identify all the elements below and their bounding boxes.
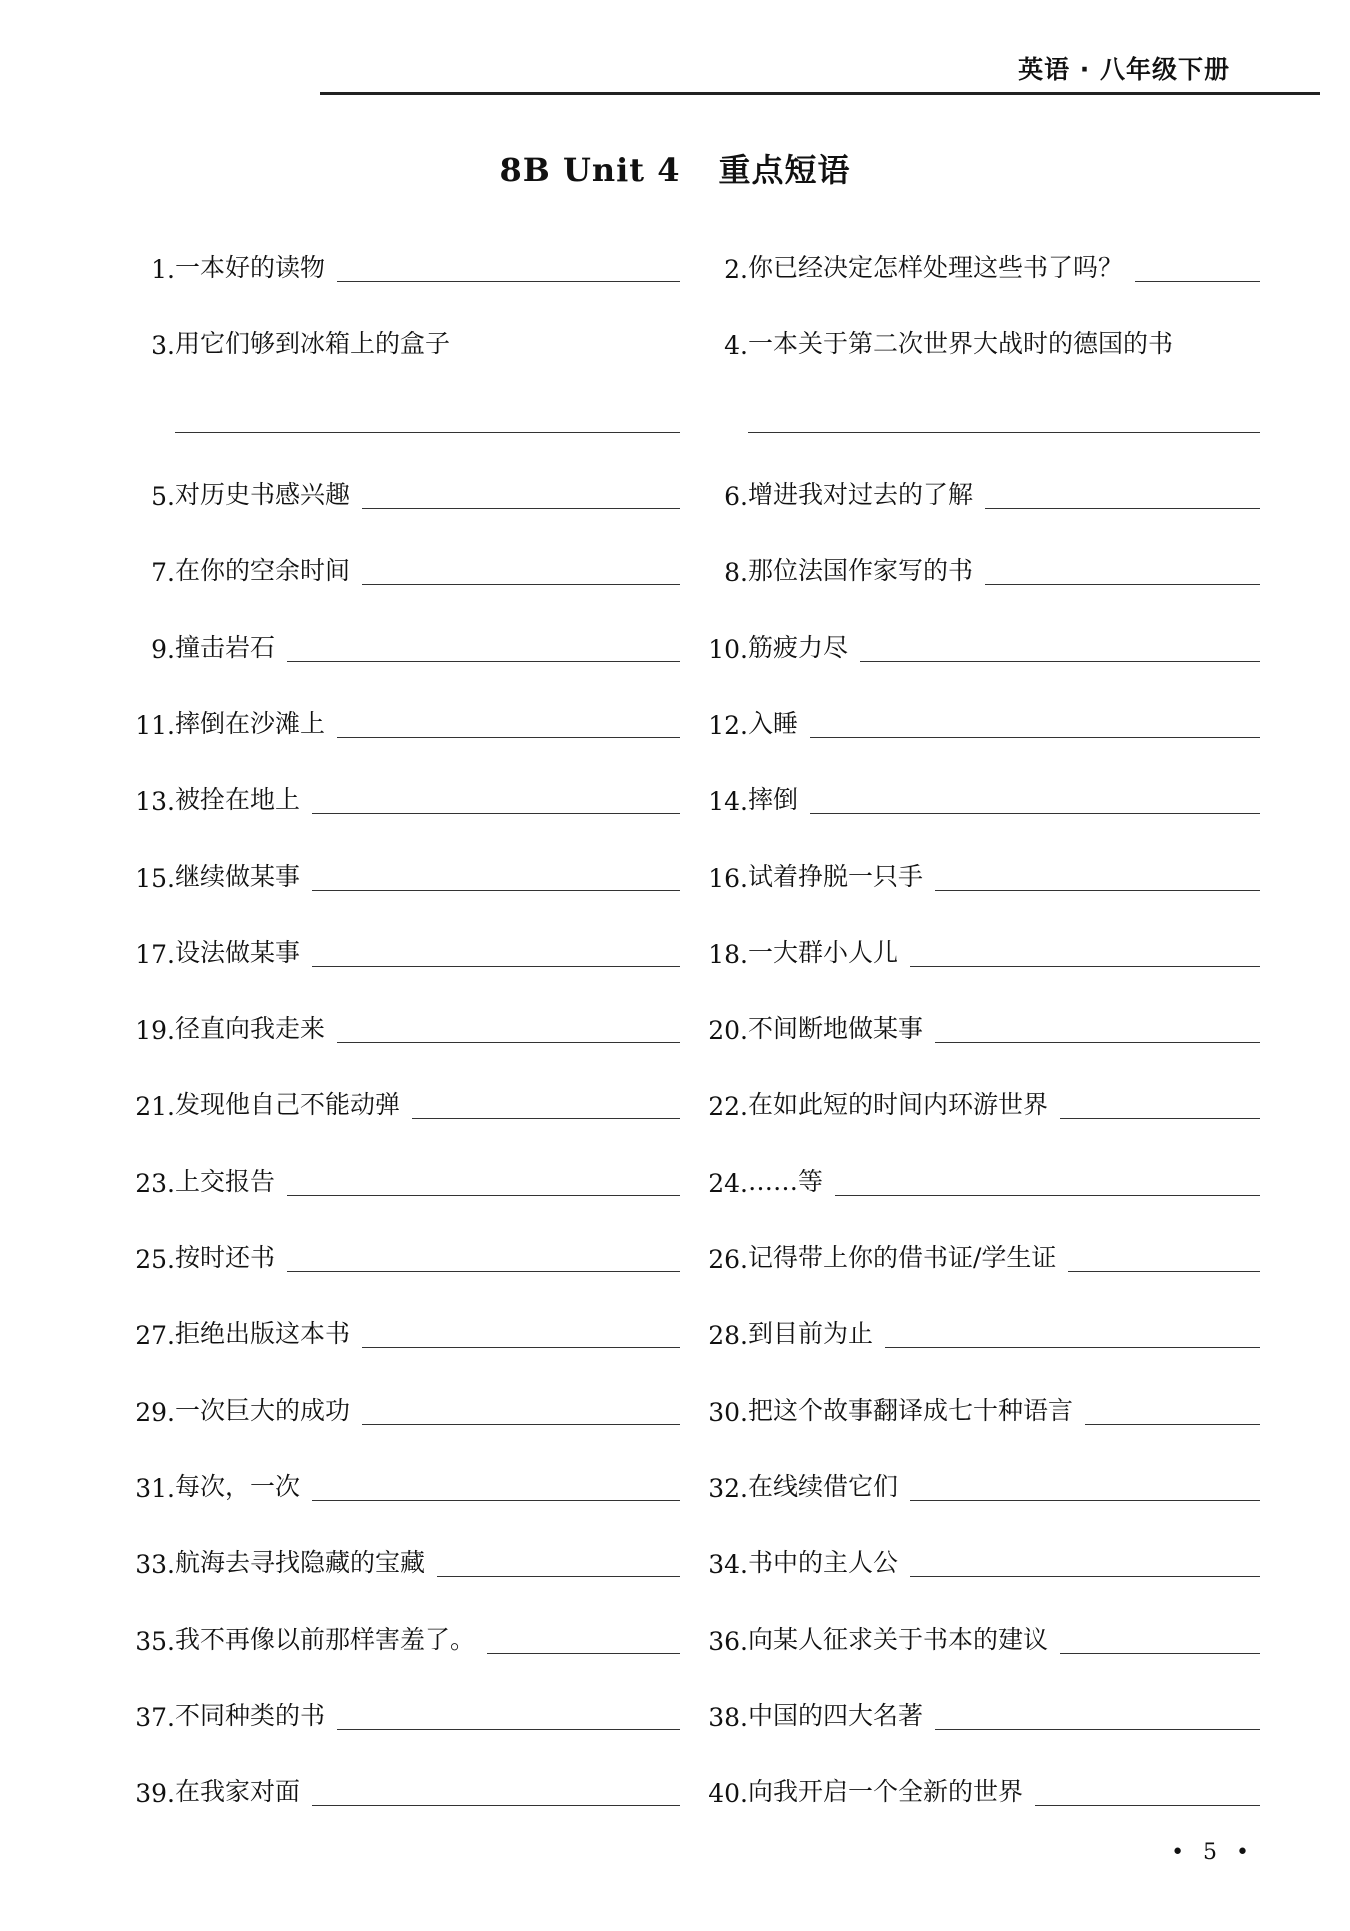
- answer-blank[interactable]: [810, 733, 1260, 738]
- list-item: [125, 780, 680, 816]
- item-text: 不间断地做某事: [748, 1014, 924, 1044]
- answer-blank[interactable]: [985, 504, 1260, 509]
- list-item: [125, 551, 680, 587]
- item-number: 8.: [724, 558, 748, 588]
- list-item: [125, 1162, 680, 1198]
- item-number: 14.: [708, 787, 748, 817]
- item-text: 一次巨大的成功: [175, 1395, 351, 1425]
- answer-blank[interactable]: [935, 1038, 1260, 1043]
- list-item: [125, 324, 680, 360]
- list-item: [125, 857, 680, 893]
- list-item: [698, 1391, 1260, 1427]
- answer-blank[interactable]: [312, 1496, 680, 1501]
- item-number: 23.: [135, 1168, 175, 1198]
- answer-blank[interactable]: [985, 580, 1260, 585]
- item-text: 那位法国作家写的书: [748, 556, 974, 586]
- list-item: [698, 475, 1260, 511]
- answer-blank[interactable]: [910, 1496, 1260, 1501]
- list-item: [125, 1009, 680, 1045]
- item-number: 38.: [708, 1702, 748, 1732]
- answer-blank[interactable]: [885, 1343, 1260, 1348]
- list-item: [125, 1467, 680, 1503]
- answer-blank[interactable]: [1060, 1114, 1260, 1119]
- answer-blank[interactable]: [312, 1801, 680, 1806]
- list-item: [698, 1162, 1260, 1198]
- list-item: [125, 704, 680, 740]
- item-text: 按时还书: [175, 1243, 276, 1272]
- item-text: 在你的空余时间: [175, 556, 351, 586]
- list-item: [698, 1543, 1260, 1579]
- list-item: [698, 324, 1260, 360]
- list-item: [698, 1772, 1260, 1808]
- answer-blank[interactable]: [935, 886, 1260, 891]
- list-item: [125, 1238, 680, 1274]
- item-number: 11.: [135, 710, 175, 740]
- item-number: 32.: [708, 1473, 748, 1503]
- list-item: [125, 628, 680, 664]
- item-number: 26.: [708, 1245, 748, 1274]
- item-text: 一本关于第二次世界大战时的德国的书: [748, 329, 1174, 358]
- item-text: 增进我对过去的了解: [748, 480, 974, 509]
- list-item: [698, 780, 1260, 816]
- item-text: 用它们够到冰箱上的盒子: [175, 329, 451, 358]
- item-text: 上交报告: [175, 1166, 276, 1196]
- item-text: 记得带上你的借书证/学生证: [748, 1243, 1057, 1272]
- list-item: [125, 1543, 680, 1579]
- list-item: [698, 1085, 1260, 1121]
- item-number: 30.: [708, 1397, 748, 1427]
- answer-blank[interactable]: [935, 1725, 1260, 1730]
- item-text: 发现他自己不能动弹: [175, 1090, 401, 1120]
- answer-blank[interactable]: [362, 504, 680, 509]
- item-number: 17.: [135, 939, 175, 969]
- list-item: [125, 248, 680, 284]
- item-number: 22.: [708, 1092, 748, 1122]
- item-number: 37.: [135, 1702, 175, 1732]
- list-item: [698, 248, 1260, 284]
- answer-blank[interactable]: [835, 1191, 1260, 1196]
- list-item: [125, 1620, 680, 1656]
- answer-blank[interactable]: [1085, 1420, 1260, 1425]
- item-text: 向某人征求关于书本的建议: [748, 1624, 1049, 1654]
- item-number: 7.: [151, 558, 175, 588]
- page-number: • 5 •: [1171, 1840, 1255, 1865]
- item-text: 对历史书感兴趣: [175, 480, 351, 509]
- item-text: 被拴在地上: [175, 785, 301, 815]
- answer-blank[interactable]: [337, 733, 680, 738]
- item-number: 12.: [708, 710, 748, 740]
- item-number: 24.: [708, 1168, 748, 1198]
- item-number: 27.: [135, 1321, 175, 1351]
- header-title: 英语 · 八年级下册: [1018, 55, 1230, 84]
- list-item: [698, 933, 1260, 969]
- answer-blank[interactable]: [748, 432, 1260, 433]
- item-text: 我不再像以前那样害羞了。: [175, 1624, 476, 1654]
- answer-blank[interactable]: [337, 1038, 680, 1043]
- item-text: 不同种类的书: [175, 1700, 326, 1730]
- answer-blank[interactable]: [287, 657, 680, 662]
- item-number: 6.: [724, 482, 748, 511]
- item-text: 在如此短的时间内环游世界: [748, 1090, 1049, 1120]
- answer-blank[interactable]: [1035, 1801, 1260, 1806]
- item-number: 33.: [135, 1550, 175, 1580]
- item-number: 29.: [135, 1397, 175, 1427]
- item-number: 20.: [708, 1016, 748, 1046]
- item-number: 21.: [135, 1092, 175, 1122]
- item-number: 1.: [151, 255, 175, 284]
- item-number: 3.: [151, 331, 175, 360]
- item-text: 每次，一次: [175, 1471, 301, 1501]
- item-text: 拒绝出版这本书: [175, 1319, 351, 1349]
- item-number: 16.: [708, 863, 748, 893]
- item-number: 19.: [135, 1016, 175, 1046]
- list-item: [698, 1238, 1260, 1274]
- answer-blank[interactable]: [362, 1343, 680, 1348]
- item-text: 把这个故事翻译成七十种语言: [748, 1395, 1074, 1425]
- answer-blank[interactable]: [437, 1572, 680, 1577]
- item-number: 39.: [135, 1779, 175, 1809]
- item-text: 设法做某事: [175, 937, 301, 967]
- list-item: [698, 857, 1260, 893]
- item-text: ……等: [748, 1166, 824, 1196]
- item-text: 你已经决定怎样处理这些书了吗？: [748, 253, 1124, 282]
- item-text: 继续做某事: [175, 861, 301, 891]
- item-number: 18.: [708, 939, 748, 969]
- item-text: 在我家对面: [175, 1777, 301, 1807]
- answer-blank[interactable]: [362, 580, 680, 585]
- answer-blank[interactable]: [910, 962, 1260, 967]
- item-text: 在线续借它们: [748, 1471, 899, 1501]
- item-text: 书中的主人公: [748, 1548, 899, 1578]
- answer-blank[interactable]: [312, 809, 680, 814]
- answer-blank[interactable]: [337, 1725, 680, 1730]
- list-item: [698, 1696, 1260, 1732]
- item-number: 13.: [135, 787, 175, 817]
- item-text: 摔倒在沙滩上: [175, 708, 326, 738]
- answer-blank[interactable]: [337, 277, 680, 282]
- item-text: 径直向我走来: [175, 1014, 326, 1044]
- item-text: 试着挣脱一只手: [748, 861, 924, 891]
- answer-blank[interactable]: [287, 1191, 680, 1196]
- item-number: 5.: [151, 482, 175, 511]
- item-number: 10.: [708, 634, 748, 664]
- item-number: 34.: [708, 1550, 748, 1580]
- item-number: 36.: [708, 1626, 748, 1656]
- item-text: 向我开启一个全新的世界: [748, 1777, 1024, 1807]
- list-item: [698, 1620, 1260, 1656]
- list-item: [125, 1696, 680, 1732]
- item-number: 40.: [708, 1779, 748, 1809]
- list-item: [125, 1772, 680, 1808]
- unit-code: 8B Unit 4: [499, 151, 681, 189]
- answer-blank[interactable]: [312, 962, 680, 967]
- item-text: 筋疲力尽: [748, 632, 849, 662]
- answer-blank[interactable]: [1060, 1649, 1260, 1654]
- answer-blank[interactable]: [910, 1572, 1260, 1577]
- answer-blank[interactable]: [312, 886, 680, 891]
- item-number: 28.: [708, 1321, 748, 1351]
- item-number: 31.: [135, 1473, 175, 1503]
- answer-blank[interactable]: [487, 1649, 680, 1654]
- list-item: [125, 475, 680, 511]
- answer-blank[interactable]: [175, 432, 680, 433]
- item-number: 4.: [724, 331, 748, 360]
- item-text: 入睡: [748, 708, 799, 738]
- answer-blank[interactable]: [860, 657, 1260, 662]
- list-item: [698, 551, 1260, 587]
- list-item: [125, 1314, 680, 1350]
- item-number: 9.: [151, 634, 175, 664]
- unit-heading: 重点短语: [718, 151, 851, 189]
- answer-blank[interactable]: [810, 809, 1260, 814]
- list-item: [698, 704, 1260, 740]
- item-text: 撞击岩石: [175, 632, 276, 662]
- list-item: [125, 1391, 680, 1427]
- list-item: [125, 1085, 680, 1121]
- answer-blank[interactable]: [412, 1114, 680, 1119]
- item-number: 35.: [135, 1626, 175, 1656]
- list-item: [698, 628, 1260, 664]
- item-text: 摔倒: [748, 785, 799, 815]
- list-item: [125, 933, 680, 969]
- item-number: 2.: [724, 255, 748, 284]
- list-item: [698, 1314, 1260, 1350]
- item-text: 到目前为止: [748, 1319, 874, 1349]
- list-item: [698, 1467, 1260, 1503]
- item-text: 航海去寻找隐藏的宝藏: [175, 1548, 426, 1578]
- item-text: 中国的四大名著: [748, 1700, 924, 1730]
- list-item: [698, 1009, 1260, 1045]
- item-number: 25.: [135, 1245, 175, 1274]
- answer-blank[interactable]: [362, 1420, 680, 1425]
- answer-blank[interactable]: [287, 1267, 680, 1272]
- item-text: 一本好的读物: [175, 253, 326, 282]
- item-number: 15.: [135, 863, 175, 893]
- answer-blank[interactable]: [1068, 1267, 1260, 1272]
- answer-blank[interactable]: [1135, 277, 1260, 282]
- item-text: 一大群小人儿: [748, 937, 899, 967]
